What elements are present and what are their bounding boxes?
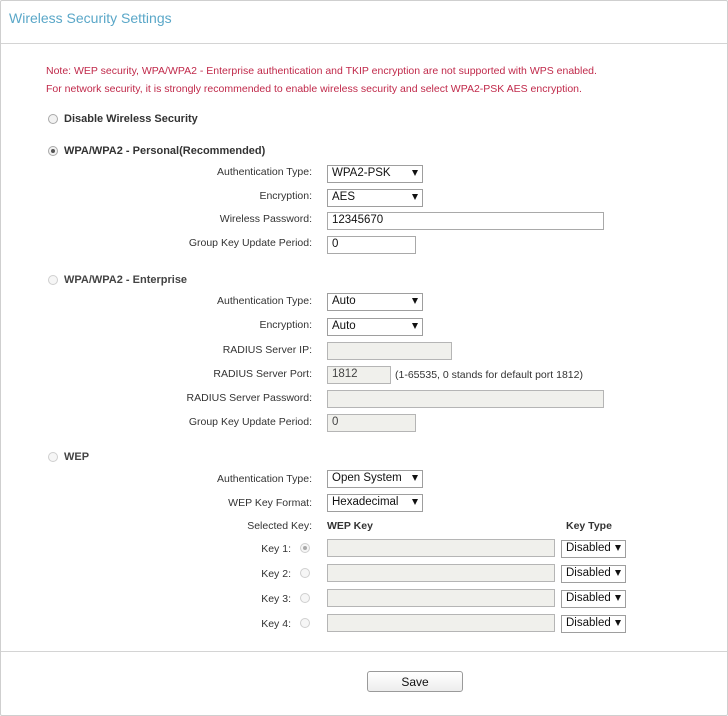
personal-auth-type-select[interactable] <box>327 165 423 183</box>
key-3-type-select[interactable] <box>561 590 626 608</box>
enterprise-auth-type-select[interactable] <box>327 293 423 311</box>
personal-encryption-label: Encryption: <box>259 190 312 202</box>
key-1-radio[interactable] <box>300 543 310 553</box>
enterprise-encryption-value: Auto <box>332 320 356 332</box>
wep-auth-type-label: Authentication Type: <box>217 473 312 485</box>
chevron-down-icon <box>615 595 621 601</box>
disable-security-option[interactable] <box>48 113 198 125</box>
save-button[interactable]: Save <box>367 671 463 692</box>
chevron-down-icon <box>412 170 418 176</box>
title-divider <box>1 43 727 44</box>
wep-label: WEP <box>64 451 90 463</box>
key-4-type-select[interactable] <box>561 615 626 633</box>
enterprise-encryption-label: Encryption: <box>259 319 312 331</box>
key-1-label: Key 1: <box>261 543 291 555</box>
wpa-personal-radio[interactable] <box>48 146 58 156</box>
radius-server-password-input[interactable] <box>327 390 604 408</box>
wep-radio[interactable] <box>48 452 58 462</box>
key-1-input[interactable] <box>327 539 555 557</box>
wep-auth-type-value: Open System <box>332 472 402 484</box>
wpa-enterprise-option[interactable] <box>48 274 187 286</box>
disable-security-radio[interactable] <box>48 114 58 124</box>
wep-option[interactable] <box>48 451 89 463</box>
enterprise-group-key-label: Group Key Update Period: <box>188 416 312 428</box>
wpa-personal-label: WPA/WPA2 - Personal(Recommended) <box>64 145 266 157</box>
disable-security-label: Disable Wireless Security <box>64 113 198 125</box>
wireless-password-label: Wireless Password: <box>219 213 312 225</box>
chevron-down-icon <box>412 475 418 481</box>
wep-key-column-header: WEP Key <box>327 520 373 532</box>
key-2-label: Key 2: <box>261 568 291 580</box>
enterprise-auth-type-value: Auto <box>332 295 356 307</box>
page-title: Wireless Security Settings <box>9 10 172 26</box>
enterprise-encryption-select[interactable] <box>327 318 423 336</box>
wpa-personal-option[interactable] <box>48 145 265 157</box>
wps-note: Note: WEP security, WPA/WPA2 - Enterprise authentication and TKIP encryption are not supported with WPS enabled. <box>46 65 597 77</box>
key-2-radio[interactable] <box>300 568 310 578</box>
chevron-down-icon <box>412 323 418 329</box>
key-4-radio[interactable] <box>300 618 310 628</box>
key-2-type-value: Disabled <box>566 567 611 579</box>
key-1-type-value: Disabled <box>566 542 611 554</box>
chevron-down-icon <box>615 545 621 551</box>
key-3-input[interactable] <box>327 589 555 607</box>
radius-server-ip-input[interactable] <box>327 342 452 360</box>
selected-key-label: Selected Key: <box>247 520 312 532</box>
wpa-enterprise-label: WPA/WPA2 - Enterprise <box>64 274 188 286</box>
personal-auth-type-label: Authentication Type: <box>217 166 312 178</box>
radius-server-port-label: RADIUS Server Port: <box>213 368 312 380</box>
chevron-down-icon <box>615 570 621 576</box>
radius-server-ip-label: RADIUS Server IP: <box>222 344 312 356</box>
personal-group-key-input[interactable]: 0 <box>327 236 416 254</box>
radius-server-password-label: RADIUS Server Password: <box>186 392 312 404</box>
wep-auth-type-select[interactable] <box>327 470 423 488</box>
wep-key-format-label: WEP Key Format: <box>228 497 312 509</box>
wpa-enterprise-radio[interactable] <box>48 275 58 285</box>
enterprise-auth-type-label: Authentication Type: <box>217 295 312 307</box>
key-type-column-header: Key Type <box>566 520 612 532</box>
enterprise-group-key-input[interactable]: 0 <box>327 414 416 432</box>
key-3-label: Key 3: <box>261 593 291 605</box>
personal-encryption-select[interactable] <box>327 189 423 207</box>
key-4-label: Key 4: <box>261 618 291 630</box>
chevron-down-icon <box>412 298 418 304</box>
wep-key-format-value: Hexadecimal <box>332 496 399 508</box>
key-4-type-value: Disabled <box>566 617 611 629</box>
key-1-type-select[interactable] <box>561 540 626 558</box>
security-recommendation-note: For network security, it is strongly recommended to enable wireless security and select WPA2-PSK AES encryption. <box>46 83 582 95</box>
radius-server-port-input[interactable]: 1812 <box>327 366 391 384</box>
personal-auth-type-value: WPA2-PSK <box>332 167 391 179</box>
personal-encryption-value: AES <box>332 191 356 203</box>
wep-key-format-select[interactable] <box>327 494 423 512</box>
key-3-type-value: Disabled <box>566 592 611 604</box>
chevron-down-icon <box>412 499 418 505</box>
key-2-type-select[interactable] <box>561 565 626 583</box>
key-4-input[interactable] <box>327 614 555 632</box>
radius-port-hint: (1-65535, 0 stands for default port 1812) <box>395 369 583 381</box>
key-2-input[interactable] <box>327 564 555 582</box>
footer-divider <box>1 651 727 652</box>
personal-group-key-label: Group Key Update Period: <box>188 237 312 249</box>
chevron-down-icon <box>615 620 621 626</box>
key-3-radio[interactable] <box>300 593 310 603</box>
wireless-password-input[interactable]: 12345670 <box>327 212 604 230</box>
chevron-down-icon <box>412 194 418 200</box>
